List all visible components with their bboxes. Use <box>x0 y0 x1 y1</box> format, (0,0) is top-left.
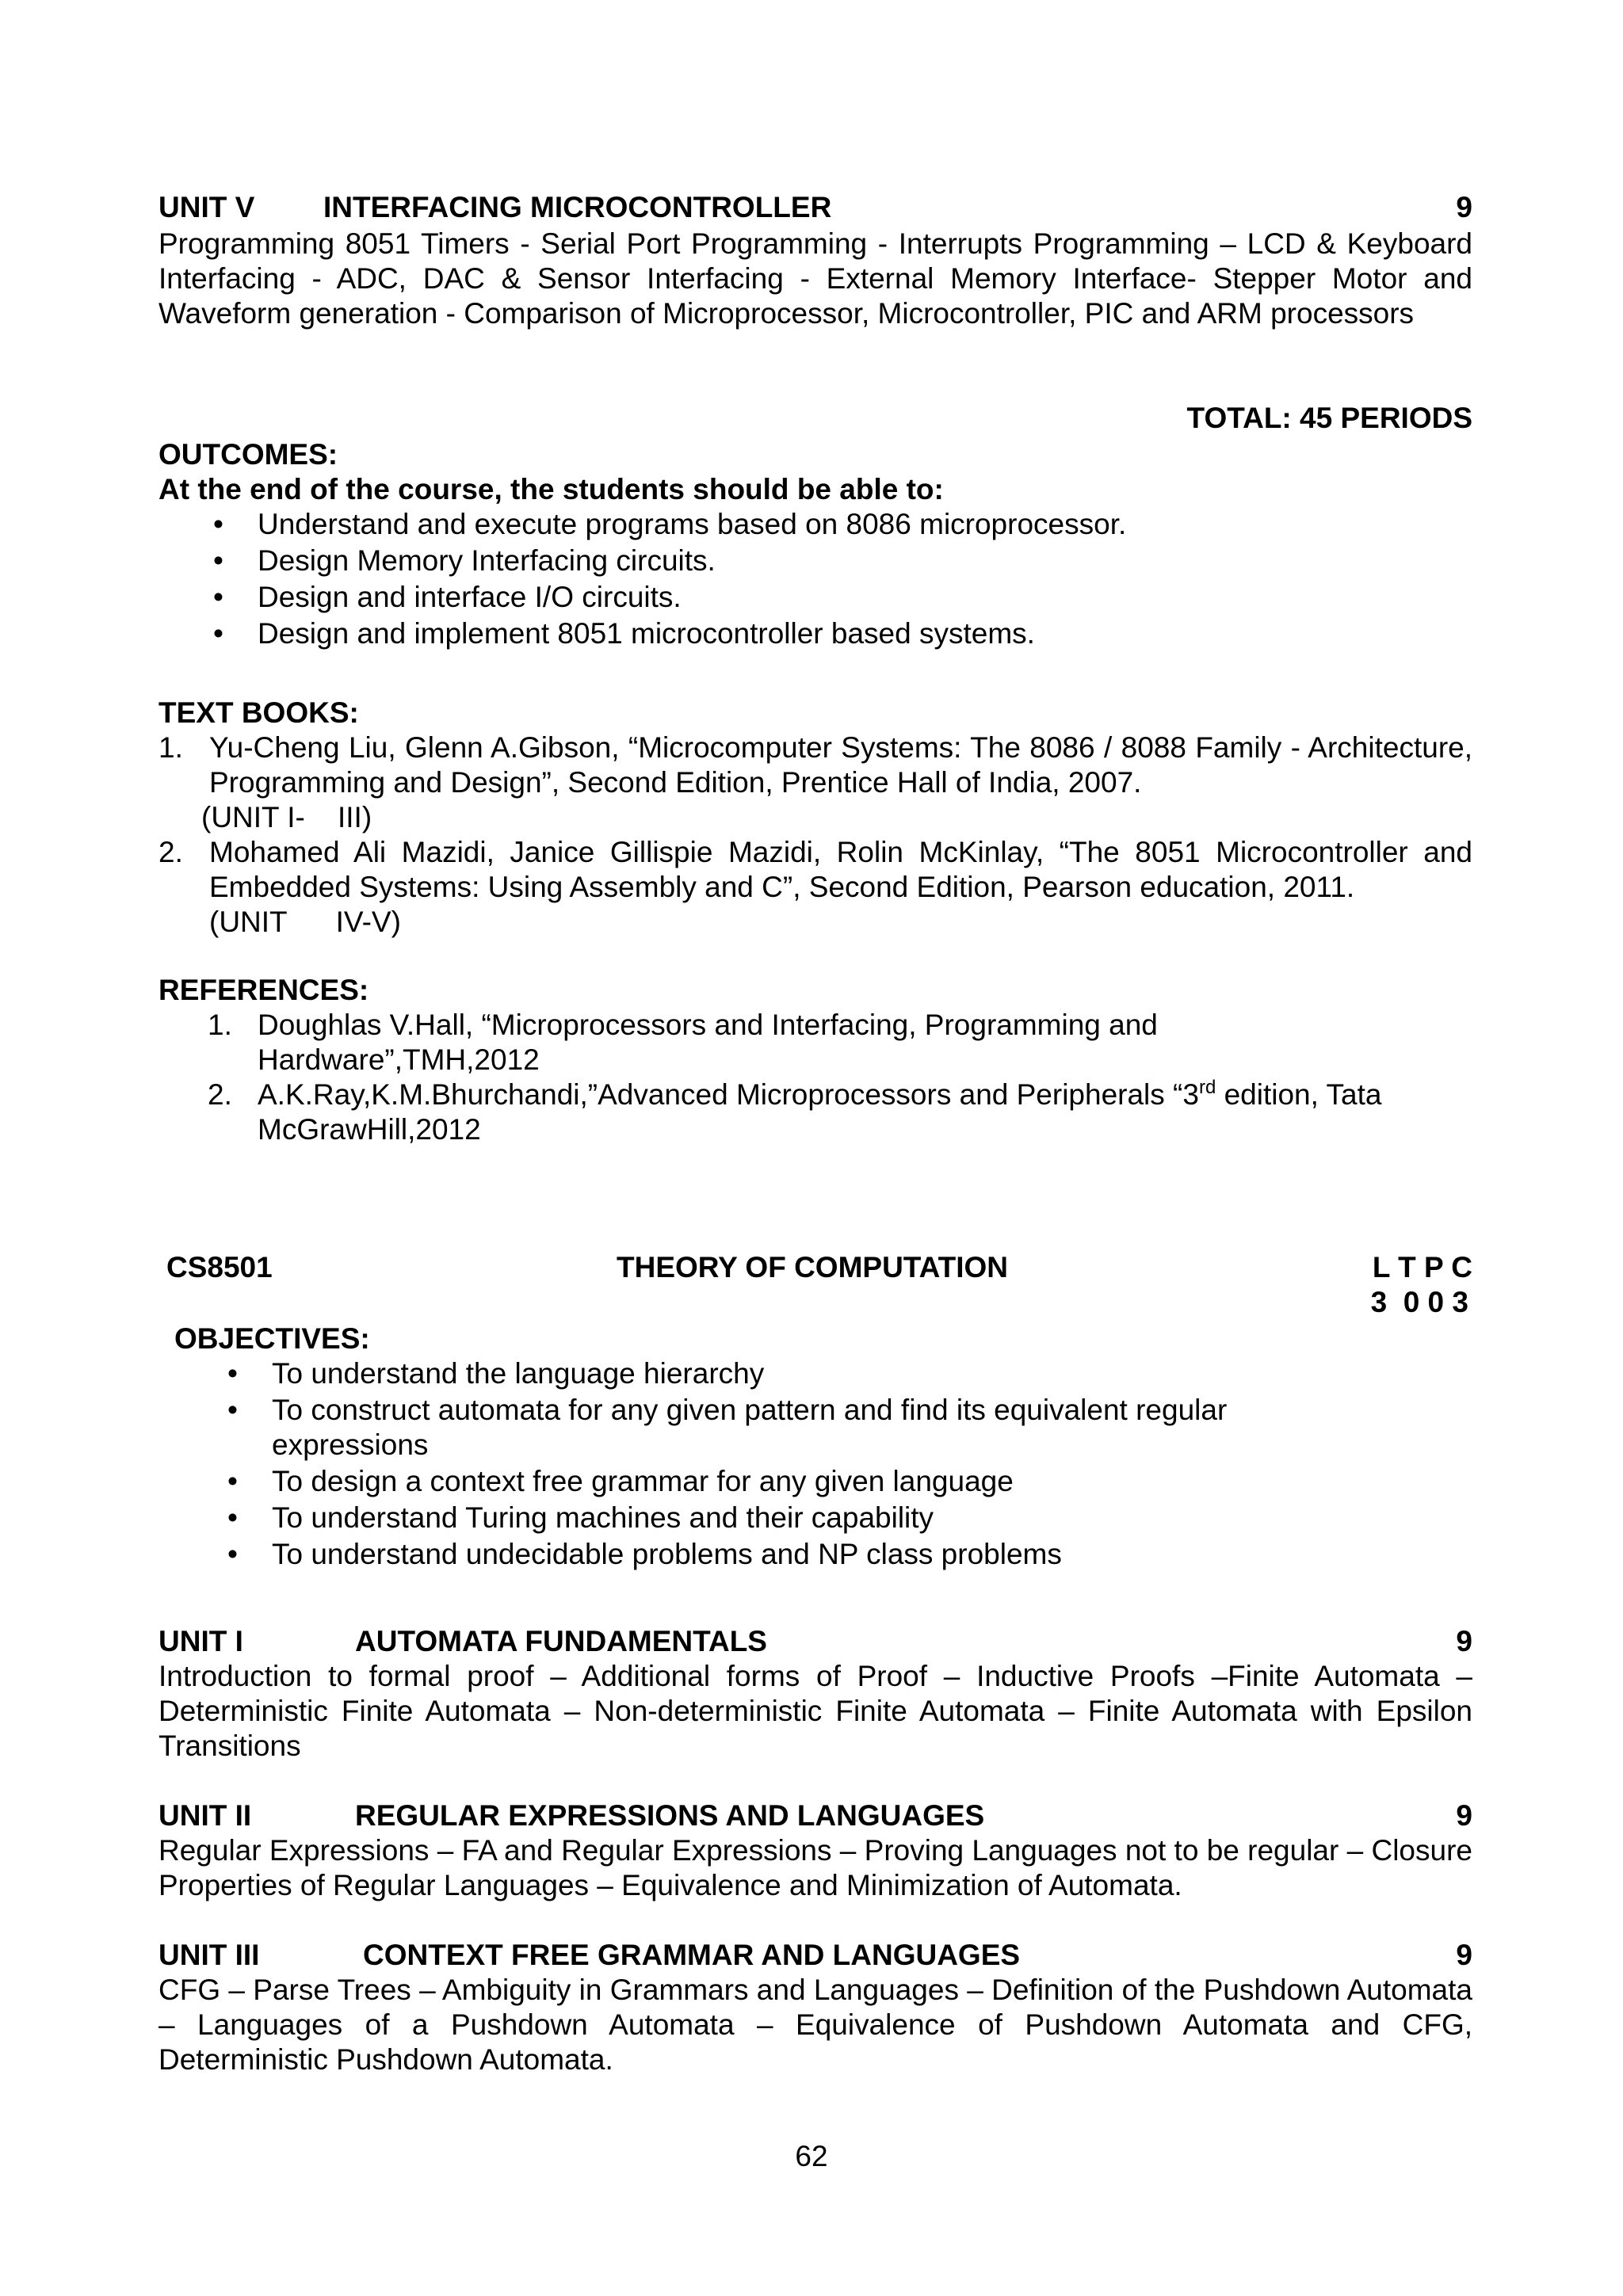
references-heading: REFERENCES: <box>158 974 369 1006</box>
list-item: • Design and implement 8051 microcontroller based systems. <box>213 617 1035 650</box>
unit-i-body: Introduction to formal proof – Additional forms of Proof – Inductive Proofs –Finite Automata – Deterministic Finite Automata – Non-deterministic Finite Automata – Finite Automata with Epsilon Transitions <box>158 1660 1472 1762</box>
list-item: 2. A.K.Ray,K.M.Bhurchandi,”Advanced Microprocessors and Peripherals “3rd edition, Tata McGrawHill,2012 <box>208 1077 1382 1146</box>
unit-title: INTERFACING MICROCONTROLLER <box>323 191 832 223</box>
text-books-list <box>158 730 1472 940</box>
page-number: 62 <box>795 2140 828 2172</box>
unit-ii-heading <box>158 1798 1472 1833</box>
unit-title: REGULAR EXPRESSIONS AND LANGUAGES <box>355 1799 985 1832</box>
unit-v-body: Programming 8051 Timers - Serial Port Programming - Interrupts Programming – LCD & Keyboard Interfacing - ADC, DAC & Sensor Interfacing - External Memory Interface- Stepper Motor and Waveform generation - Comparison of Microprocessor, Microcontroller, PIC and ARM processors <box>158 227 1472 330</box>
list-item: • To design a context free grammar for any given language <box>227 1465 1014 1497</box>
course-header <box>166 1250 1472 1285</box>
course-code: CS8501 <box>166 1251 273 1283</box>
list-item: • To construct automata for any given pattern and find its equivalent regular <box>227 1394 1228 1426</box>
course-title: THEORY OF COMPUTATION <box>617 1251 1009 1283</box>
list-item: 1. Yu-Cheng Liu, Glenn A.Gibson, “Microcomputer Systems: The 8086 / 8088 Family - Architecture, Programming and Design”, Second Edition, Prentice Hall of India, 2007. (UNIT I- III) <box>158 731 1472 833</box>
ltpc-label: L T P C <box>1372 1251 1472 1283</box>
unit-hours: 9 <box>1456 1799 1472 1832</box>
unit-v-heading <box>158 190 1472 225</box>
objectives-heading: OBJECTIVES: <box>174 1322 370 1355</box>
unit-label: UNIT V <box>158 191 255 223</box>
text-books-heading: TEXT BOOKS: <box>158 696 359 729</box>
list-item: • To understand the language hierarchy <box>227 1357 765 1390</box>
list-item: 2. Mohamed Ali Mazidi, Janice Gillispie Mazidi, Rolin McKinlay, “The 8051 Microcontroller and Embedded Systems: Using Assembly and C”, Second Edition, Pearson education, 2011. (UNIT IV-V) <box>158 836 1472 938</box>
unit-ii-body: Regular Expressions – FA and Regular Expressions – Proving Languages not to be regular – Closure Properties of Regular Languages – Equivalence and Minimization of Automata. <box>158 1834 1472 1901</box>
outcomes-intro: At the end of the course, the students should be able to: <box>158 473 944 505</box>
outcomes-heading: OUTCOMES: <box>158 438 338 471</box>
list-item: • To understand undecidable problems and NP class problems <box>227 1538 1062 1570</box>
unit-iii-body: CFG – Parse Trees – Ambiguity in Grammars and Languages – Definition of the Pushdown Automata – Languages of a Pushdown Automata – Equivalence of Pushdown Automata and CFG, Deterministic Pushdown Automata. <box>158 1974 1472 2076</box>
objectives-list <box>227 1356 1228 1573</box>
list-item-continuation: expressions <box>272 1428 429 1461</box>
list-item: 1. Doughlas V.Hall, “Microprocessors and Interfacing, Programming and Hardware”,TMH,2012 <box>208 1009 1158 1076</box>
total-periods: TOTAL: 45 PERIODS <box>1186 402 1472 434</box>
unit-iii-heading <box>158 1938 1472 1973</box>
ltpc-values: 3 0 0 3 <box>1370 1286 1468 1318</box>
unit-hours: 9 <box>1456 1939 1472 1971</box>
list-item: • Design Memory Interfacing circuits. <box>213 544 716 577</box>
unit-i-heading <box>158 1624 1472 1659</box>
unit-hours: 9 <box>1456 191 1472 223</box>
unit-title: CONTEXT FREE GRAMMAR AND LANGUAGES <box>363 1939 1021 1971</box>
unit-hours: 9 <box>1456 1625 1472 1657</box>
list-item: • Understand and execute programs based on 8086 microprocessor. <box>213 508 1127 540</box>
unit-label: UNIT III <box>158 1939 260 1971</box>
references-list <box>208 1008 1476 1147</box>
list-item: • To understand Turing machines and their capability <box>227 1501 934 1534</box>
unit-label: UNIT II <box>158 1799 252 1832</box>
unit-label: UNIT I <box>158 1625 243 1657</box>
list-item: • Design and interface I/O circuits. <box>213 581 682 613</box>
unit-title: AUTOMATA FUNDAMENTALS <box>355 1625 767 1657</box>
outcomes-list <box>213 507 1127 653</box>
